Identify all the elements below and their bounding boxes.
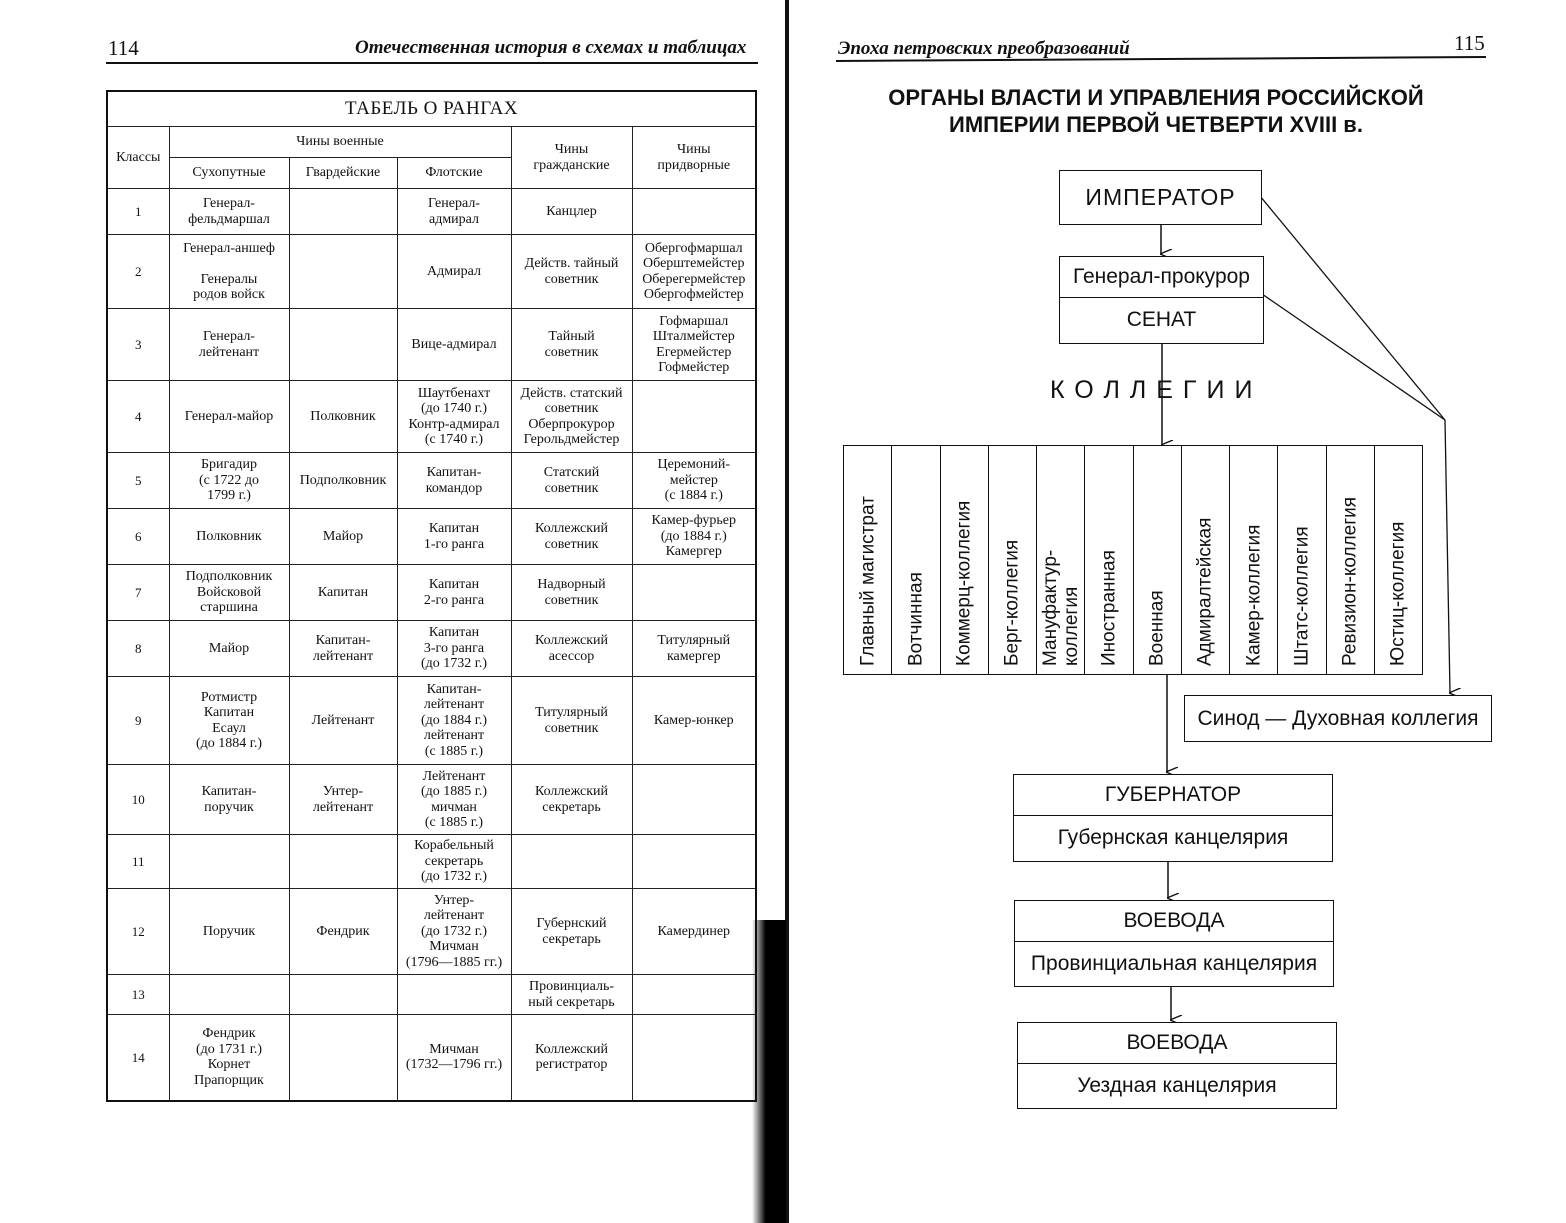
- cell-court: Камер-юнкер: [632, 677, 756, 765]
- table-row: [107, 621, 756, 677]
- cell-land: Подполковник Войсковой старшина: [169, 565, 289, 621]
- rank-table: [106, 90, 757, 1102]
- line-emperor-synod: [1260, 196, 1445, 420]
- college-name: Берг-коллегия: [1001, 539, 1023, 666]
- cell-cls: 12: [107, 889, 169, 975]
- college-column: [1230, 446, 1278, 674]
- cell-land: Майор: [169, 621, 289, 677]
- cell-land: [169, 835, 289, 889]
- cell-cls: 9: [107, 677, 169, 765]
- header-guards: Гвардейские: [289, 158, 397, 189]
- table-row: [107, 1015, 756, 1101]
- page-number-left: 114: [108, 36, 139, 60]
- college-name: Вотчинная: [905, 572, 927, 666]
- voevoda-district-label: ВОЕВОДА: [1126, 1031, 1228, 1054]
- cell-civil: Коллежский советник: [511, 509, 632, 565]
- college-name: Камер-коллегия: [1243, 524, 1265, 666]
- cell-land: [169, 975, 289, 1015]
- header-classes: Классы: [107, 127, 169, 189]
- table-row: [107, 381, 756, 453]
- cell-guards: [289, 235, 397, 309]
- cell-court: Церемоний- мейстер (с 1884 г.): [632, 453, 756, 509]
- emperor-box: [1059, 170, 1262, 225]
- table-row: [107, 677, 756, 765]
- rank-table-body: [107, 189, 756, 1101]
- cell-guards: [289, 309, 397, 381]
- cell-court: [632, 189, 756, 235]
- cell-court: [632, 381, 756, 453]
- cell-cls: 2: [107, 235, 169, 309]
- cell-guards: [289, 189, 397, 235]
- line-senate-synod: [1262, 294, 1445, 420]
- cell-civil: Коллежский регистратор: [511, 1015, 632, 1101]
- cell-court: [632, 975, 756, 1015]
- college-name: Иностранная: [1098, 550, 1120, 666]
- table-row: [107, 889, 756, 975]
- cell-guards: Капитан- лейтенант: [289, 621, 397, 677]
- cell-civil: Титулярный советник: [511, 677, 632, 765]
- college-name: Адмиралтейская: [1194, 517, 1216, 666]
- cell-civil: Надворный советник: [511, 565, 632, 621]
- cell-court: Обергофмаршал Оберштемейстер Оберегермейстер Обергофмейстер: [632, 235, 756, 309]
- table-row: [107, 309, 756, 381]
- arrow-to-synod: [1445, 420, 1450, 693]
- college-column: [1327, 446, 1375, 674]
- cell-navy: Капитан- командор: [397, 453, 511, 509]
- college-name: Мануфактур- коллегия: [1039, 549, 1082, 666]
- cell-court: Гофмаршал Шталмейстер Егермейстер Гофмейстер: [632, 309, 756, 381]
- cell-civil: Губернский секретарь: [511, 889, 632, 975]
- district-office-label: Уездная канцелярия: [1018, 1063, 1336, 1107]
- cell-guards: [289, 975, 397, 1015]
- college-name: Юстиц-коллегия: [1387, 521, 1409, 666]
- cell-civil: [511, 835, 632, 889]
- table-caption: ТАБЕЛЬ О РАНГАХ: [107, 91, 756, 127]
- cell-cls: 4: [107, 381, 169, 453]
- cell-land: Капитан- поручик: [169, 765, 289, 835]
- voevoda-provincial-label: ВОЕВОДА: [1123, 909, 1225, 932]
- cell-navy: Унтер- лейтенант (до 1732 г.) Мичман (1796—1885 гг.): [397, 889, 511, 975]
- cell-land: Полковник: [169, 509, 289, 565]
- cell-cls: 11: [107, 835, 169, 889]
- cell-guards: Лейтенант: [289, 677, 397, 765]
- governor-office-label: Губернская канцелярия: [1014, 815, 1332, 860]
- cell-court: [632, 765, 756, 835]
- table-row: [107, 565, 756, 621]
- cell-civil: Тайный советник: [511, 309, 632, 381]
- header-military: Чины военные: [169, 127, 511, 158]
- cell-court: Камердинер: [632, 889, 756, 975]
- cell-navy: Лейтенант (до 1885 г.) мичман (с 1885 г.): [397, 765, 511, 835]
- cell-guards: Полковник: [289, 381, 397, 453]
- cell-civil: Коллежский секретарь: [511, 765, 632, 835]
- cell-cls: 14: [107, 1015, 169, 1101]
- cell-navy: [397, 975, 511, 1015]
- running-head-right: Эпоха петровских преобразований: [838, 38, 1130, 59]
- governor-box: [1013, 774, 1333, 862]
- collegia-label: КОЛЛЕГИИ: [1050, 376, 1263, 404]
- prosecutor-label: Генерал-прокурор: [1073, 265, 1250, 288]
- table-row: [107, 509, 756, 565]
- cell-civil: Действ. тайный советник: [511, 235, 632, 309]
- cell-land: Бригадир (с 1722 до 1799 г.): [169, 453, 289, 509]
- cell-navy: Капитан 3-го ранга (до 1732 г.): [397, 621, 511, 677]
- table-row: [107, 235, 756, 309]
- cell-land: Генерал- лейтенант: [169, 309, 289, 381]
- senate-box: [1059, 256, 1264, 344]
- cell-court: [632, 835, 756, 889]
- cell-navy: Капитан 2-го ранга: [397, 565, 511, 621]
- cell-cls: 6: [107, 509, 169, 565]
- table-row: [107, 765, 756, 835]
- running-head-left: Отечественная история в схемах и таблицах: [355, 37, 747, 58]
- cell-land: Генерал- фельдмаршал: [169, 189, 289, 235]
- college-name: Коммерц-коллегия: [953, 500, 975, 666]
- cell-cls: 10: [107, 765, 169, 835]
- cell-land: Поручик: [169, 889, 289, 975]
- cell-navy: Адмирал: [397, 235, 511, 309]
- college-column: [844, 446, 892, 674]
- college-name: Главный магистрат: [857, 496, 879, 666]
- cell-civil: Провинциаль- ный секретарь: [511, 975, 632, 1015]
- cell-guards: Фендрик: [289, 889, 397, 975]
- college-column: [989, 446, 1037, 674]
- college-column: [1134, 446, 1182, 674]
- cell-land: Генерал-майор: [169, 381, 289, 453]
- cell-guards: Унтер- лейтенант: [289, 765, 397, 835]
- table-row: [107, 835, 756, 889]
- cell-navy: Шаутбенахт (до 1740 г.) Контр-адмирал (с 1740 г.): [397, 381, 511, 453]
- college-name: Ревизион-коллегия: [1339, 496, 1361, 666]
- cell-cls: 3: [107, 309, 169, 381]
- header-land: Сухопутные: [169, 158, 289, 189]
- cell-civil: Канцлер: [511, 189, 632, 235]
- cell-cls: 1: [107, 189, 169, 235]
- cell-civil: Действ. статский советник Оберпрокурор Герольдмейстер: [511, 381, 632, 453]
- diagram-title: ОРГАНЫ ВЛАСТИ И УПРАВЛЕНИЯ РОССИЙСКОЙ ИМПЕРИИ ПЕРВОЙ ЧЕТВЕРТИ XVIII в.: [888, 85, 1424, 137]
- cell-guards: Майор: [289, 509, 397, 565]
- right-page: [790, 0, 1566, 1223]
- cell-guards: [289, 835, 397, 889]
- cell-land: Генерал-аншеф Генералы родов войск: [169, 235, 289, 309]
- voevoda-district-box: [1017, 1022, 1337, 1109]
- emperor-label: ИМПЕРАТОР: [1085, 184, 1236, 210]
- header-civil: Чины гражданские: [511, 127, 632, 189]
- cell-court: [632, 565, 756, 621]
- table-row: [107, 975, 756, 1015]
- cell-guards: Подполковник: [289, 453, 397, 509]
- college-name: Штатс-коллегия: [1291, 526, 1313, 666]
- voevoda-provincial-box: [1014, 900, 1334, 987]
- header-rule-left: [106, 62, 758, 64]
- cell-navy: Генерал- адмирал: [397, 189, 511, 235]
- page-number-right: 115: [1454, 31, 1485, 55]
- cell-navy: Вице-адмирал: [397, 309, 511, 381]
- cell-cls: 5: [107, 453, 169, 509]
- synod-label: Синод — Духовная коллегия: [1197, 706, 1479, 730]
- cell-guards: Капитан: [289, 565, 397, 621]
- cell-civil: Коллежский асессор: [511, 621, 632, 677]
- cell-civil: Статский советник: [511, 453, 632, 509]
- provincial-office-label: Провинциальная канцелярия: [1015, 941, 1333, 985]
- cell-land: Фендрик (до 1731 г.) Корнет Прапорщик: [169, 1015, 289, 1101]
- cell-guards: [289, 1015, 397, 1101]
- collegia-row: [843, 445, 1423, 675]
- table-row: [107, 189, 756, 235]
- cell-court: Камер-фурьер (до 1884 г.) Камергер: [632, 509, 756, 565]
- college-column: [1037, 446, 1085, 674]
- college-column: [1085, 446, 1133, 674]
- cell-land: Ротмистр Капитан Есаул (до 1884 г.): [169, 677, 289, 765]
- college-name: Военная: [1146, 590, 1168, 666]
- header-court: Чины придворные: [632, 127, 756, 189]
- cell-court: Титулярный камергер: [632, 621, 756, 677]
- cell-navy: Корабельный секретарь (до 1732 г.): [397, 835, 511, 889]
- governor-label: ГУБЕРНАТОР: [1104, 783, 1242, 806]
- cell-cls: 13: [107, 975, 169, 1015]
- synod-box: [1184, 695, 1492, 742]
- cell-court: [632, 1015, 756, 1101]
- cell-navy: Капитан 1-го ранга: [397, 509, 511, 565]
- gutter-shadow: [752, 920, 786, 1223]
- table-row: [107, 453, 756, 509]
- cell-navy: Капитан- лейтенант (до 1884 г.) лейтенант (с 1885 г.): [397, 677, 511, 765]
- cell-cls: 7: [107, 565, 169, 621]
- college-column: [892, 446, 940, 674]
- header-navy: Флотские: [397, 158, 511, 189]
- college-column: [1278, 446, 1326, 674]
- college-column: [1375, 446, 1422, 674]
- cell-navy: Мичман (1732—1796 гг.): [397, 1015, 511, 1101]
- cell-cls: 8: [107, 621, 169, 677]
- college-column: [1182, 446, 1230, 674]
- senate-label: СЕНАТ: [1060, 297, 1263, 342]
- college-column: [941, 446, 989, 674]
